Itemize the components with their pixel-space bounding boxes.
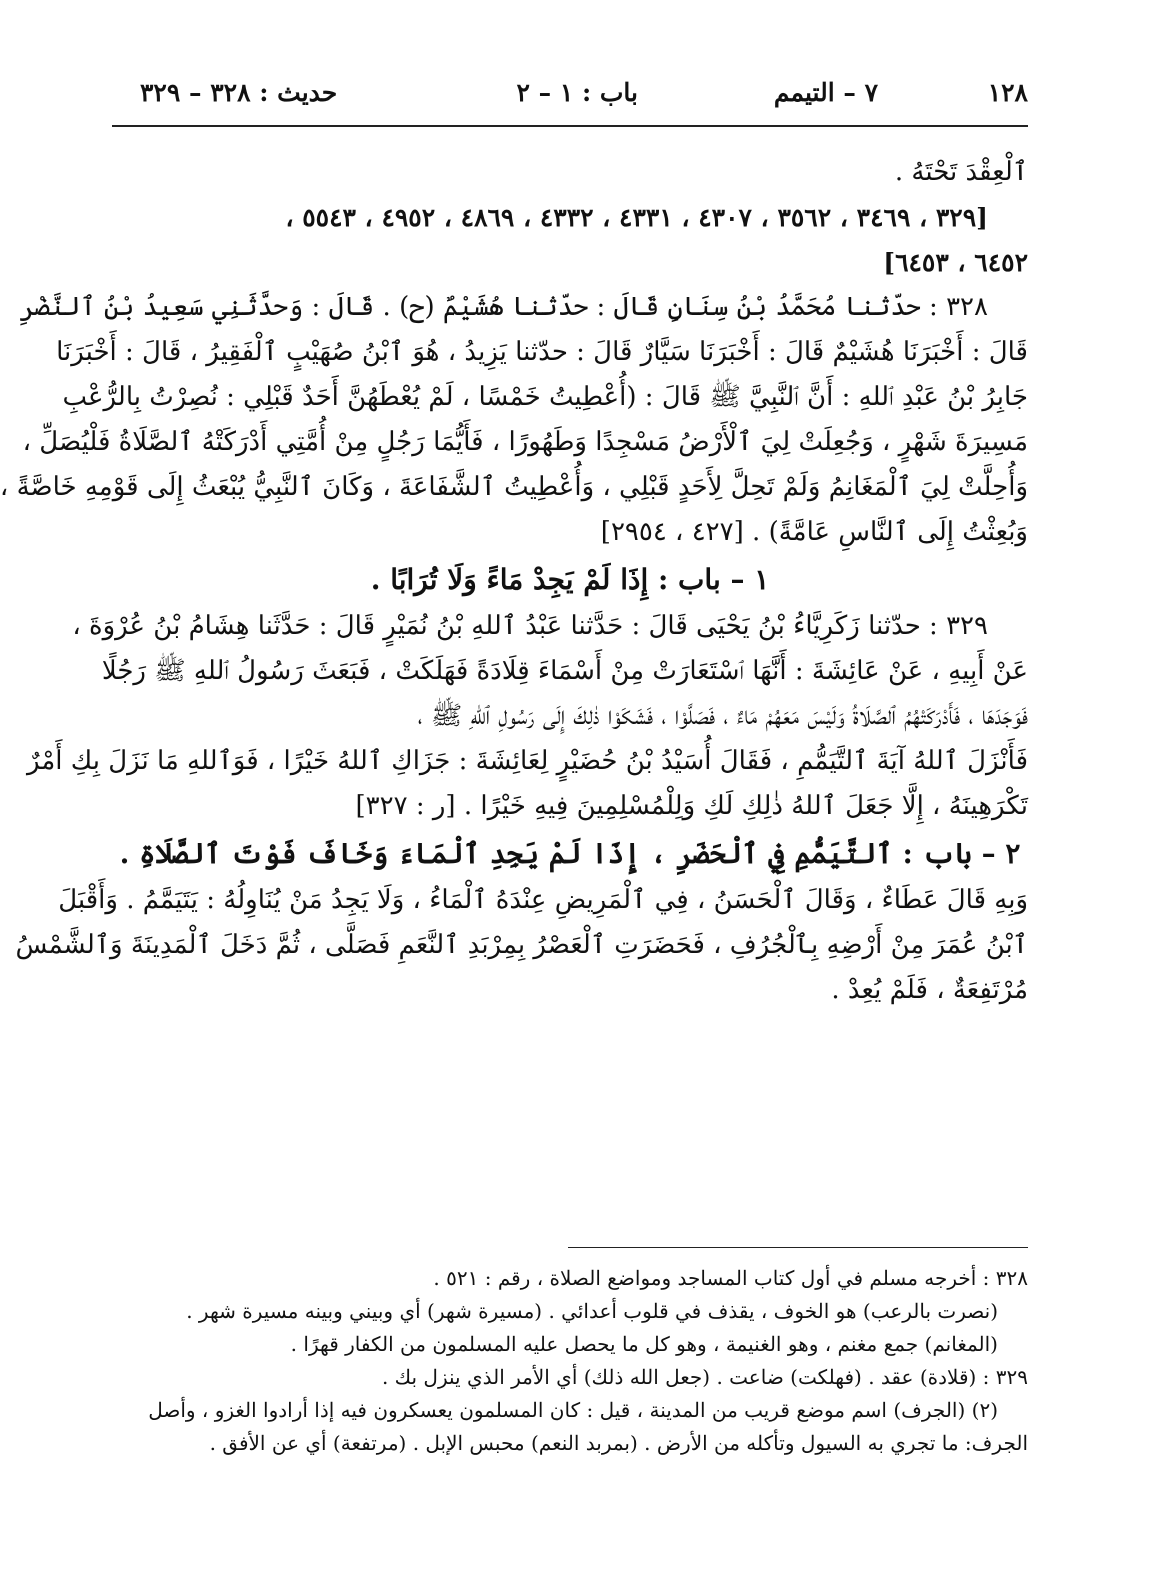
text-line: مُرْتَفِعَةٌ ، فَلَمْ يُعِدْ . <box>831 975 1028 1005</box>
hadith-line: مَسِيرَةَ شَهْرٍ ، وَجُعِلَتْ لِيَ ٱلْأَرْضُ مَسْجِدًا وَطَهُورًا ، فَأَيُّمَا رَجُلٍ مِنْ أُمَّتِي أَدْرَكَتْهُ ٱلصَّلَاةُ فَلْيُصَلِّ ، <box>22 427 1028 457</box>
footnote-line: (نصرت بالرعب) هو الخوف ، يقذف في قلوب أعدائي . (مسيرة شهر) أي وبيني وبينه مسيرة شهر . <box>186 1299 998 1323</box>
footnote-329: ٣٢٩ : (قلادة) عقد . (فهلكت) ضاعت . (جعل الله ذلك) أي الأمر الذي ينزل بك . <box>381 1365 1028 1389</box>
hadith-line: ٣٢٨ : حدّثنا مُحَمَّدُ بْنُ سِنَانٍ قَالَ : حدّثنا هُشَيْمٌ (ح) . قَالَ : وَحدَّثَنِي سَعِيدُ بْنُ ٱلنَّضْرِ <box>19 292 988 322</box>
hadith-328 <box>0 285 1028 555</box>
text-line: ٱبْنُ عُمَرَ مِنْ أَرْضِهِ بِٱلْجُرُفِ ، فَحَضَرَتِ ٱلْعَصْرُ بِمِرْبَدِ ٱلنَّعَمِ فَصَلَّى ، ثُمَّ دَخَلَ ٱلْمَدِينَةَ وَٱلشَّمْسُ <box>15 930 1028 960</box>
footnote-line: (المغانم) جمع مغنم ، وهو الغنيمة ، وهو كل ما يحصل عليه المسلمون من الكفار قهرًا . <box>290 1332 998 1356</box>
ref-line: ٦٤٥٢ ، ٦٤٥٣] <box>883 248 1028 277</box>
footnote-line: الجرف: ما تجري به السيول وتأكله من الأرض . (بمربد النعم) محبس الإبل . (مرتفعة) أي عن الأفق . <box>209 1431 1028 1455</box>
bab-range: باب : ١ – ٢ <box>516 77 638 107</box>
bab-2-text <box>15 878 1028 1013</box>
hadith-line: فَوَجَدَهَا ، فَأَدْرَكَتْهُمُ ٱلصَّلَاةُ وَلَيْسَ مَعَهُمْ مَاءٌ ، فَصَلَّوْا ، فَشَكَوْا ذٰلِكَ إِلَى رَسُولِ ٱللهِ ﷺ ، <box>417 701 1028 731</box>
hadith-line: جَابِرُ بْنُ عَبْدِ ٱللهِ : أَنَّ ٱلنَّبِيَّ ﷺ قَالَ : (أُعْطِيتُ خَمْسًا ، لَمْ يُعْطَهُنَّ أَحَدٌ قَبْلِي : نُصِرْتُ بِالرُّعْبِ <box>62 382 1028 412</box>
hadith-line: فَأَنْزَلَ ٱللهُ آيَةَ ٱلتَّيَمُّمِ ، فَقَالَ أُسَيْدُ بْنُ حُضَيْرٍ لِعَائِشَةَ : جَزَاكِ ٱللهُ خَيْرًا ، فَوَٱللهِ مَا نَزَلَ بِكِ أَمْرٌ <box>27 746 1028 776</box>
header-rule <box>112 125 1028 127</box>
page-number: ١٢٨ <box>987 77 1028 107</box>
hadith-line: وَأُحِلَّتْ لِيَ ٱلْمَغَانِمُ وَلَمْ تَحِلَّ لِأَحَدٍ قَبْلِي ، وَأُعْطِيتُ ٱلشَّفَاعَةَ ، وَكَانَ ٱلنَّبِيُّ يُبْعَثُ إِلَى قَوْمِهِ خَاصَّةً ، <box>0 472 1028 502</box>
text-line: وَبِهِ قَالَ عَطَاءٌ ، وَقَالَ ٱلْحَسَنُ ، فِي ٱلْمَرِيضِ عِنْدَهُ ٱلْمَاءُ ، وَلَا يَجِدُ مَنْ يُنَاوِلُهُ : يَتَيَمَّمُ . وَأَقْبَلَ <box>58 885 1028 915</box>
running-header <box>140 72 1028 112</box>
footnotes <box>112 1262 1028 1460</box>
chapter-title: ٧ – التيمم <box>773 77 878 107</box>
bab-1-heading: ١ – باب : إِذَا لَمْ يَجِدْ مَاءً وَلَا تُرَابًا . <box>370 563 770 596</box>
hadith-329 <box>27 604 1028 829</box>
hadith-range: حديث : ٣٢٨ – ٣٢٩ <box>140 77 338 107</box>
continuation-line: ٱلْعِقْدَ تَحْتَهُ . <box>894 157 1028 187</box>
hadith-line: ٣٢٩ : حدّثنا زَكَرِيَّاءُ بْنُ يَحْيَى قَالَ : حَدَّثنا عَبْدُ ٱللهِ بْنُ نُمَيْرٍ قَالَ : حَدَّثَنا هِشَامُ بْنُ عُرْوَةَ ، <box>72 611 988 641</box>
hadith-line: قَالَ : أَخْبَرَنَا هُشَيْمٌ قَالَ : أَخْبَرَنَا سَيَّارٌ قَالَ : حدّثنا يَزِيدُ ، هُوَ ٱبْنُ صُهَيْبٍ ٱلْفَقِيرُ ، قَالَ : أَخْبَرَنَا <box>56 337 1028 367</box>
main-text <box>0 150 1028 1013</box>
hadith-line: عَنْ أَبِيهِ ، عَنْ عَائِشَةَ : أَنَّهَا ٱسْتَعَارَتْ مِنْ أَسْمَاءَ قِلَادَةً فَهَلَكَتْ ، فَبَعَثَ رَسُولُ ٱللهِ ﷺ رَجُلًا <box>101 656 1028 686</box>
footnote-rule <box>568 1247 1028 1248</box>
footnote-bab-2: (٢) (الجرف) اسم موضع قريب من المدينة ، قيل : كان المسلمون يعسكرون فيه إذا أرادوا الغزو ، وأصل <box>148 1398 998 1422</box>
hadith-line: تَكْرَهِينَهُ ، إِلَّا جَعَلَ ٱللهُ ذٰلِكِ لَكِ وَلِلْمُسْلِمِينَ فِيهِ خَيْرًا . [ر : ٣٢٧] <box>355 791 1028 821</box>
ref-line: [٣٢٩ ، ٣٤٦٩ ، ٣٥٦٢ ، ٤٣٠٧ ، ٤٣٣١ ، ٤٣٣٢ ، ٤٨٦٩ ، ٤٩٥٢ ، ٥٥٤٣ ، <box>285 203 988 232</box>
hadith-line: وَبُعِثْتُ إِلَى ٱلنَّاسِ عَامَّةً) . [٤٢٧ ، ٢٩٥٤] <box>600 517 1028 547</box>
cross-references <box>112 195 1028 285</box>
bab-2-heading: ٢ – باب : ٱلتَّيَمُّمِ فِي ٱلْحَضَرِ ، إِذَا لَمْ يَجِدِ ٱلْمَاءَ وَخَافَ فَوْتَ ٱلصَّلَاةِ . <box>119 837 1021 870</box>
footnote-328: ٣٢٨ : أخرجه مسلم في أول كتاب المساجد ومواضع الصلاة ، رقم : ٥٢١ . <box>433 1266 1028 1290</box>
